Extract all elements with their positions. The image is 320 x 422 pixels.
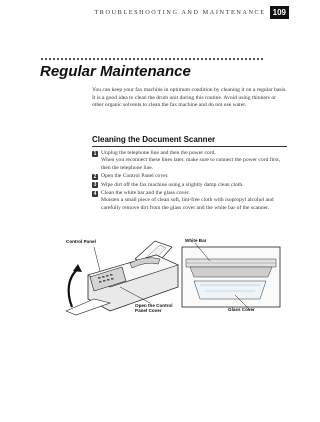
step-text: Wipe dirt off the fax machine using a slightly damp clean cloth. [101, 181, 244, 188]
step-3 [92, 182, 287, 189]
step-4 [92, 190, 287, 212]
arrow-head-icon [73, 264, 82, 272]
steps-list [92, 150, 287, 213]
step-text: Unplug the telephone line and then the power cord. When you reconnect these lines later, make sure to connect the power cord first, then the telephone line. [101, 150, 281, 171]
label-white-bar: White Bar [185, 238, 207, 243]
step-number: 2 [93, 174, 97, 181]
fax-machine-illustration [60, 237, 285, 317]
open-arrow-icon [69, 269, 78, 307]
page-header [94, 6, 289, 19]
step-1 [92, 150, 287, 172]
page-number: 109 [270, 6, 289, 19]
step-number: 1 [93, 150, 97, 157]
label-control-panel: Control Panel [66, 239, 96, 244]
step-text: Clean the white bar and the glass cover. Moisten a small piece of clean soft, lint-free cloth with isopropyl alcohol and carefully remove dirt from the glass cover and the white bar of the scanner. [101, 190, 274, 211]
step-number: 3 [93, 182, 97, 189]
dotted-divider [40, 58, 265, 60]
section-title: TROUBLESHOOTING AND MAINTENANCE [94, 9, 266, 16]
page-title: Regular Maintenance [40, 63, 191, 80]
section-subheading: Cleaning the Document Scanner [92, 135, 216, 144]
step-number: 4 [93, 190, 97, 197]
step-2 [92, 173, 287, 180]
label-glass-cover: Glass Cover [228, 307, 255, 312]
intro-paragraph: You can keep your fax machine in optimum condition by cleaning it on a regular basis. It is a good idea to clean the drum unit during this routine. Avoid using thinners or other organic solvents to clean the fax machine and do not use water. [92, 87, 287, 109]
label-open-cover: Open the Control Panel Cover [135, 303, 173, 313]
step-text: Open the Control Panel cover. [101, 173, 169, 180]
subheading-rule [92, 146, 287, 147]
